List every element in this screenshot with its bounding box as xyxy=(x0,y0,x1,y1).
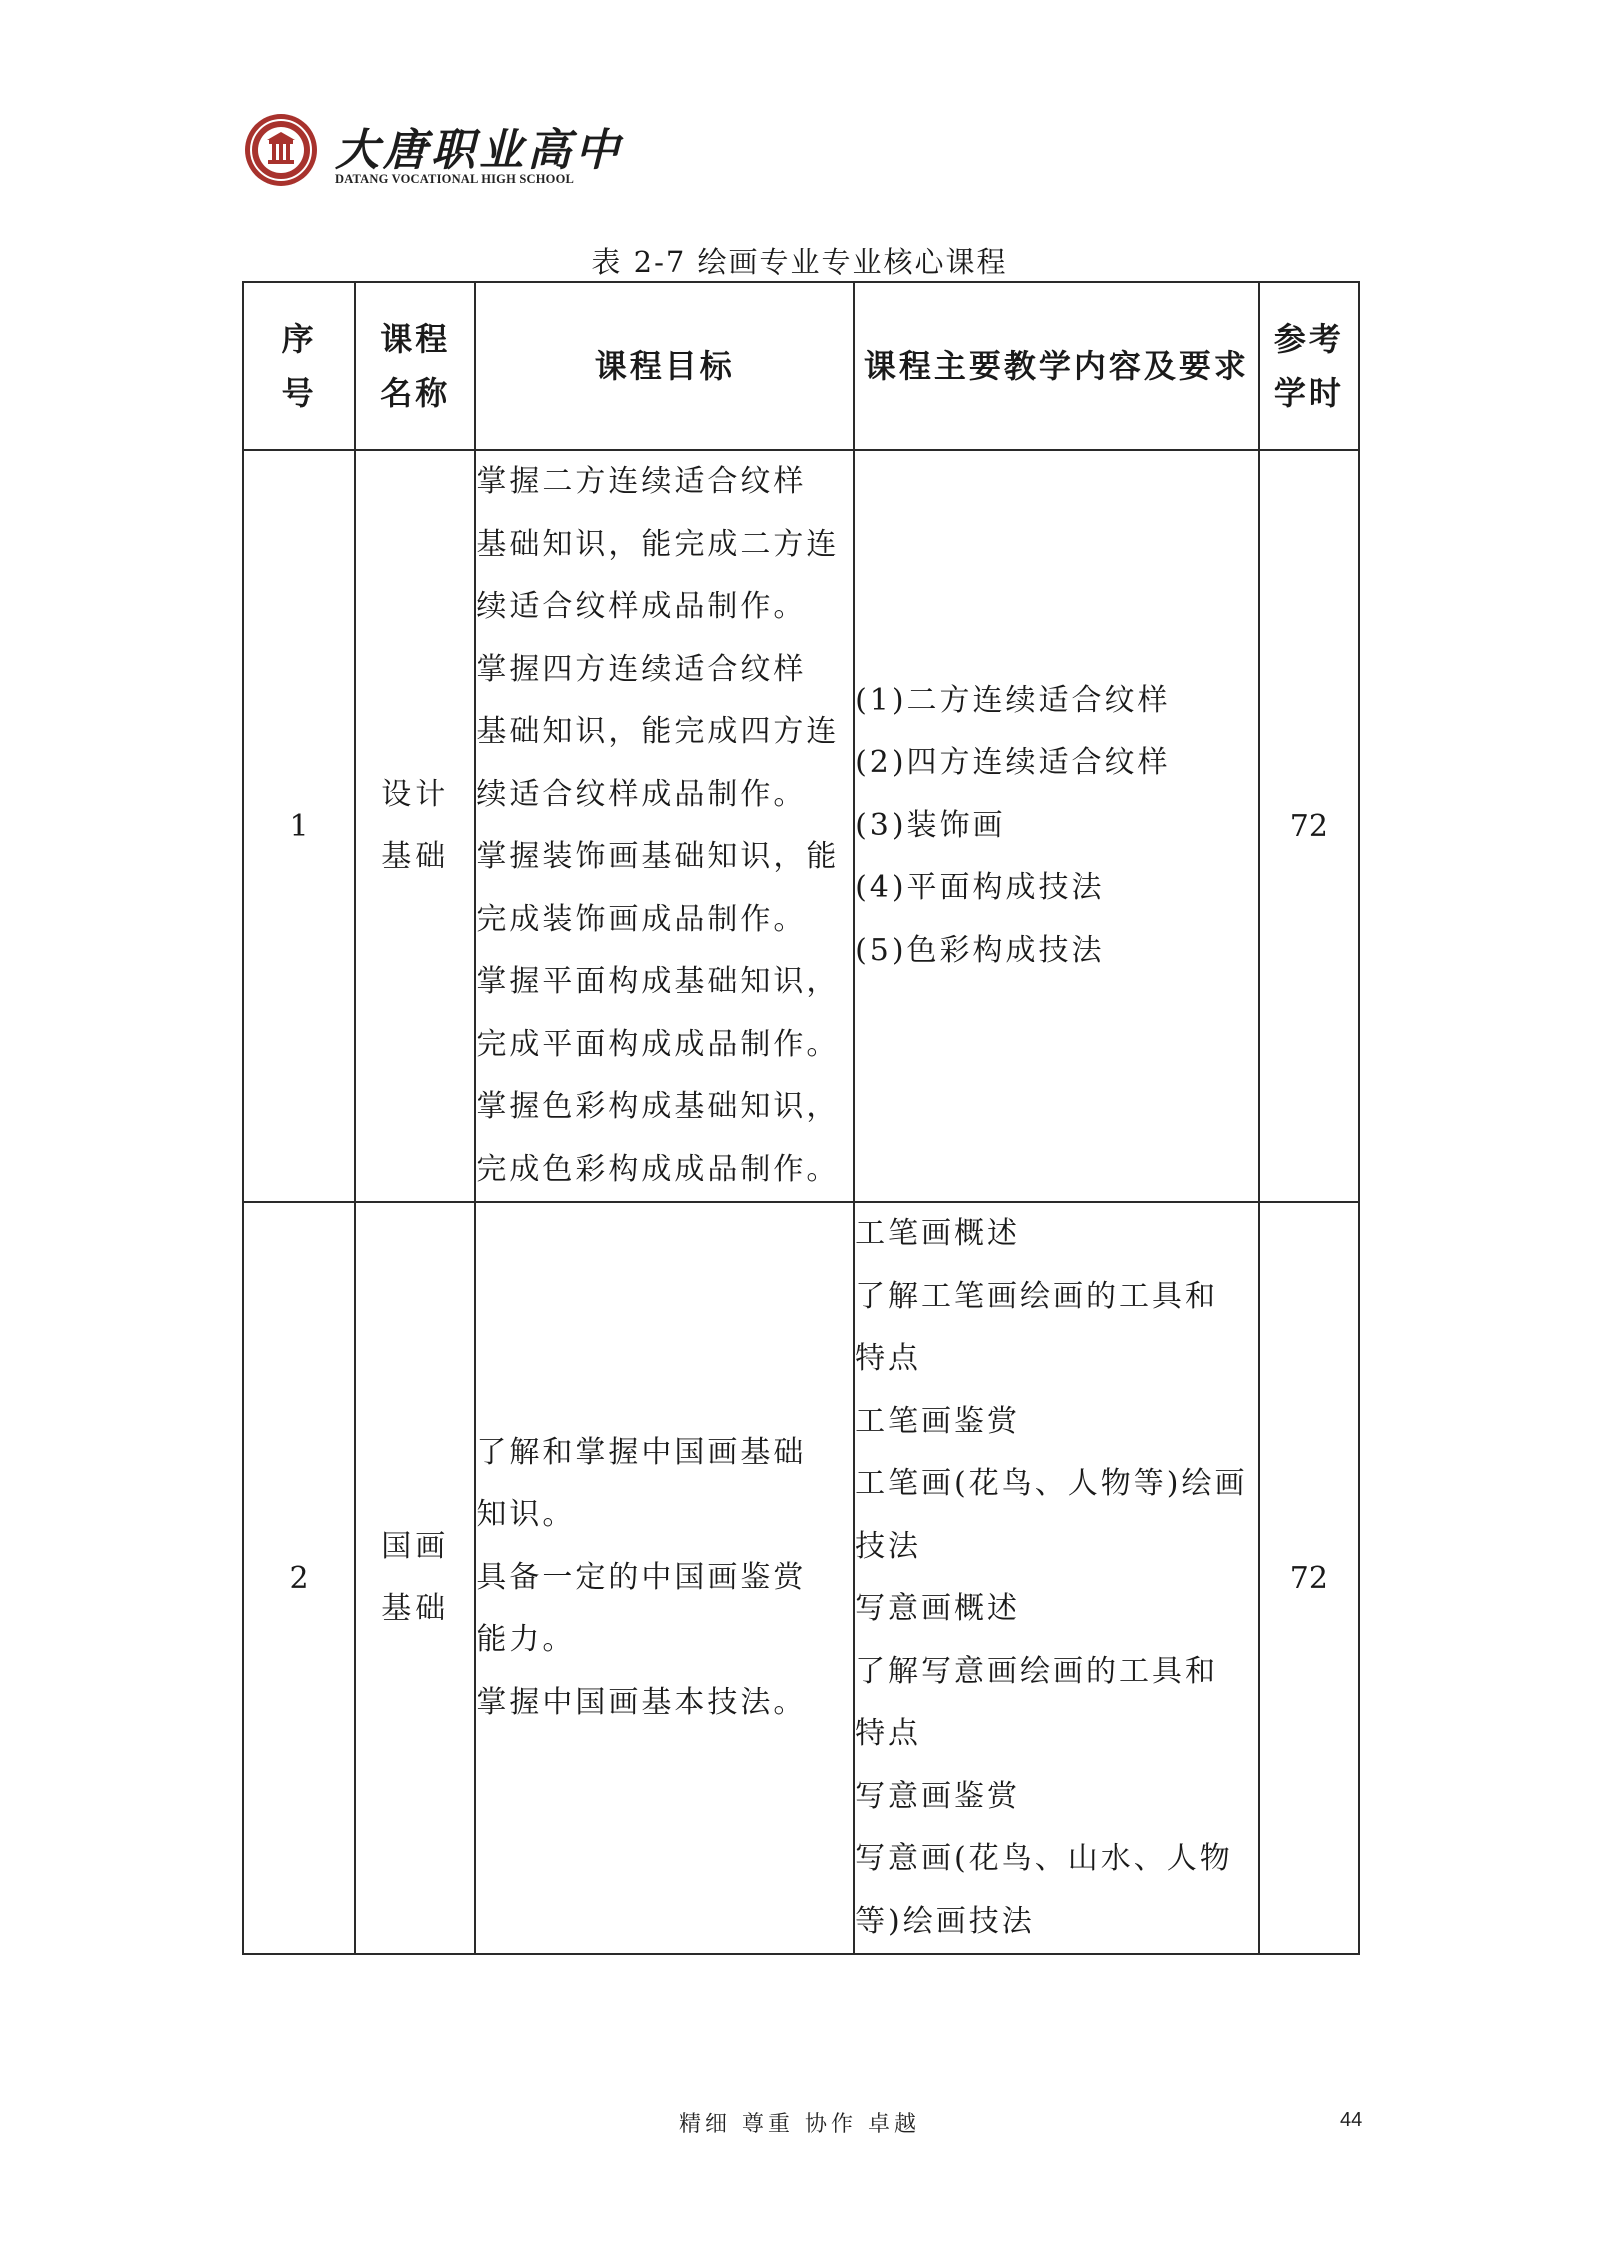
table-row xyxy=(243,450,1359,1202)
course-goal: 了解和掌握中国画基础 知识。 具备一定的中国画鉴赏 能力。 掌握中国画基本技法。 xyxy=(475,1202,854,1954)
school-logo xyxy=(243,112,643,192)
course-content: (1)二方连续适合纹样 (2)四方连续适合纹样 (3)装饰画 (4)平面构成技法 (5)色彩构成技法 xyxy=(854,450,1259,1202)
course-content: 工笔画概述 了解工笔画绘画的工具和 特点 工笔画鉴赏 工笔画(花鸟、人物等)绘画 技法 写意画概述 了解写意画绘画的工具和 特点 写意画鉴赏 写意画(花鸟、山水、人物 等)绘画技法 xyxy=(854,1202,1259,1954)
logo-title-cn: 大唐职业高中 xyxy=(335,125,623,176)
footer-motto: 精细 尊重 协作 卓越 xyxy=(679,2112,920,2137)
course-hours: 72 xyxy=(1259,1202,1359,1954)
row-number: 2 xyxy=(243,1202,355,1954)
header-course-name: 课程 名称 xyxy=(355,282,475,450)
course-name: 设计 基础 xyxy=(355,450,475,1202)
header-course-goal: 课程目标 xyxy=(475,282,854,450)
header-course-content: 课程主要教学内容及要求 xyxy=(854,282,1259,450)
header-hours: 参考 学时 xyxy=(1259,282,1359,450)
table-caption: 表 2-7 绘画专业专业核心课程 xyxy=(591,245,1008,279)
table-row xyxy=(243,1202,1359,1954)
core-course-table xyxy=(242,281,1360,1955)
logo-title-en: DATANG VOCATIONAL HIGH SCHOOL xyxy=(335,172,575,186)
course-hours: 72 xyxy=(1259,450,1359,1202)
course-goal: 掌握二方连续适合纹样 基础知识，能完成二方连 续适合纹样成品制作。 掌握四方连续适合纹样 基础知识，能完成四方连 续适合纹样成品制作。 掌握装饰画基础知识，能 完成装饰画成品制作。 掌握平面构成基础知识， 完成平面构成成品制作。 掌握色彩构成基础知识， 完成色彩构成成品制作。 xyxy=(475,450,854,1202)
table-header-row xyxy=(243,282,1359,450)
header-no: 序 号 xyxy=(243,282,355,450)
page-number: 44 xyxy=(1340,2109,1363,2131)
row-number: 1 xyxy=(243,450,355,1202)
course-name: 国画 基础 xyxy=(355,1202,475,1954)
school-seal-icon xyxy=(243,112,319,188)
